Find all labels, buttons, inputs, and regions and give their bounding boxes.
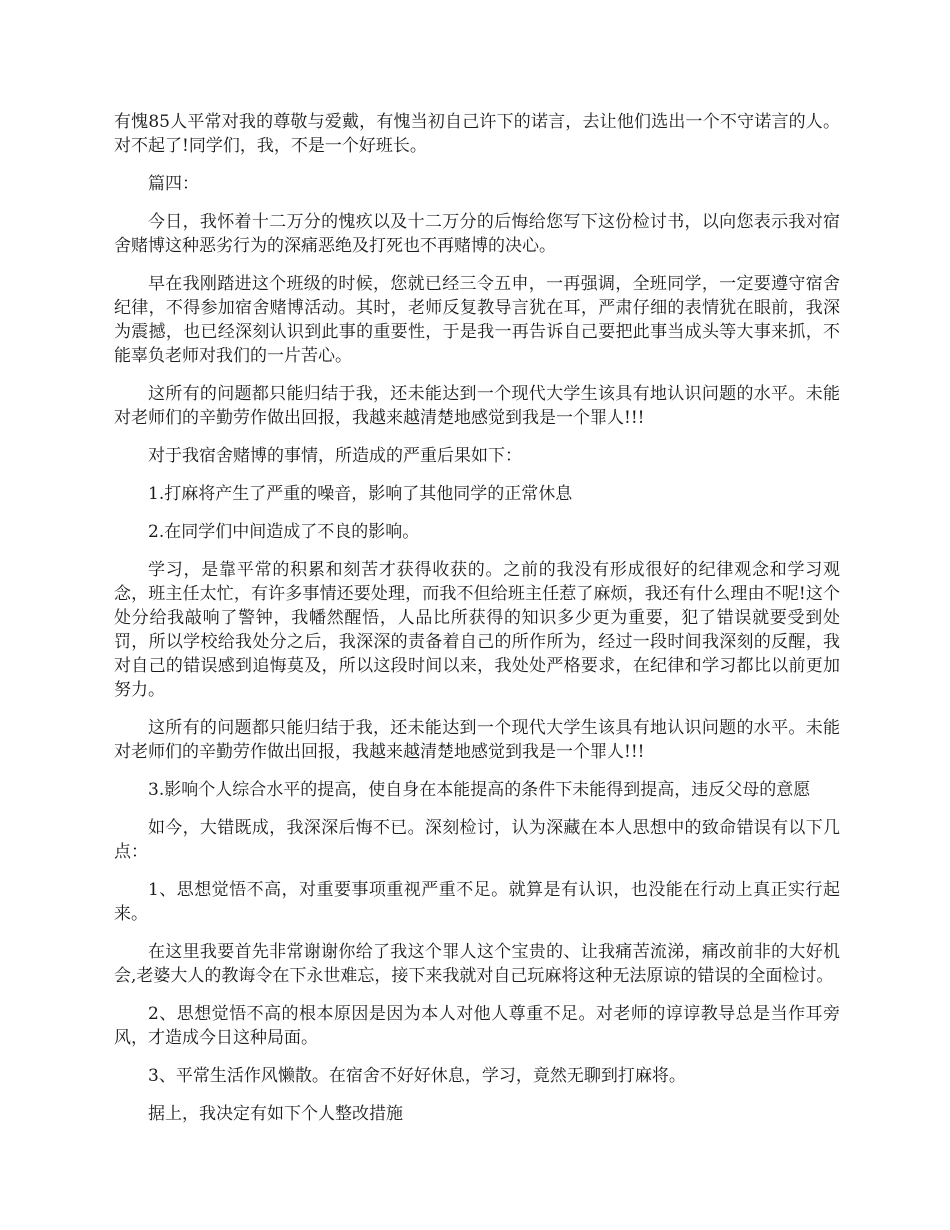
paragraph-4: 早在我刚踏进这个班级的时候，您就已经三令五申，一再强调，全班同学，一定要遵守宿舍纪律，不得参加宿舍赌博活动。其时，老师反复教导言犹在耳，严肃仔细的表情犹在眼前，我深为震撼，也已经深刻认识到此事的重要性，于是我一再告诉自己要把此事当成头等大事来抓，不能辜负老师对我们的一片苦心。 — [114, 274, 840, 366]
paragraph-1: 有愧85人平常对我的尊敬与爱戴，有愧当初自己许下的诺言，去让他们选出一个不守诺言的人。对不起了!同学们，我，不是一个好班长。 — [114, 112, 840, 156]
paragraph-10: 这所有的问题都只能归结于我，还未能达到一个现代大学生该具有地认识问题的水平。未能对老师们的辛勤劳作做出回报，我越来越清楚地感觉到我是一个罪人!!! — [114, 718, 840, 762]
paragraph-12: 如今，大错既成，我深深后悔不已。深刻检讨，认为深藏在本人思想中的致命错误有以下几点： — [114, 818, 840, 862]
paragraph-17: 据上，我决定有如下个人整改措施 — [148, 1104, 403, 1124]
paragraph-6: 对于我宿舍赌博的事情，所造成的严重后果如下： — [148, 446, 522, 466]
paragraph-5: 这所有的问题都只能归结于我，还未能达到一个现代大学生该具有地认识问题的水平。未能对老师们的辛勤劳作做出回报，我越来越清楚地感觉到我是一个罪人!!! — [114, 384, 840, 428]
paragraph-14: 在这里我要首先非常谢谢你给了我这个罪人这个宝贵的、让我痛苦流涕，痛改前非的大好机会,老婆大人的教诲令在下永世难忘，接下来我就对自己玩麻将这种无法原谅的错误的全面检讨。 — [114, 942, 840, 986]
paragraph-9: 学习，是靠平常的积累和刻苦才获得收获的。之前的我没有形成很好的纪律观念和学习观念，班主任太忙，有许多事情还要处理，而我不但给班主任惹了麻烦，我还有什么理由不呢!这个处分给我敲响了警钟，我幡然醒悟，人品比所获得的知识多少更为重要，犯了错误就要受到处罚，所以学校给我处分之后，我深深的责备着自己的所作所为，经过一段时间我深刻的反醒，我对自己的错误感到追悔莫及，所以这段时间以来，我处处严格要求，在纪律和学习都比以前更加努力。 — [114, 560, 840, 700]
paragraph-3: 今日，我怀着十二万分的愧疚以及十二万分的后悔给您写下这份检讨书，以向您表示我对宿舍赌博这种恶劣行为的深痛恶绝及打死也不再赌博的决心。 — [114, 212, 840, 256]
document-body — [114, 110, 840, 1140]
list-item-error-2: 2、思想觉悟不高的根本原因是因为本人对他人尊重不足。对老师的谆谆教导总是当作耳旁风，才造成今日这种局面。 — [114, 1004, 840, 1048]
list-item-consequence-1: 1.打麻将产生了严重的噪音，影响了其他同学的正常休息 — [148, 484, 573, 504]
list-item-consequence-3: 3.影响个人综合水平的提高，使自身在本能提高的条件下未能得到提高，违反父母的意愿 — [148, 780, 811, 800]
list-item-error-1: 1、思想觉悟不高，对重要事项重视严重不足。就算是有认识，也没能在行动上真正实行起来。 — [114, 880, 840, 924]
list-item-consequence-2: 2.在同学们中间造成了不良的影响。 — [148, 522, 420, 542]
section-heading: 篇四： — [148, 174, 199, 194]
list-item-error-3: 3、平常生活作风懒散。在宿舍不好好休息，学习，竟然无聊到打麻将。 — [148, 1066, 686, 1086]
